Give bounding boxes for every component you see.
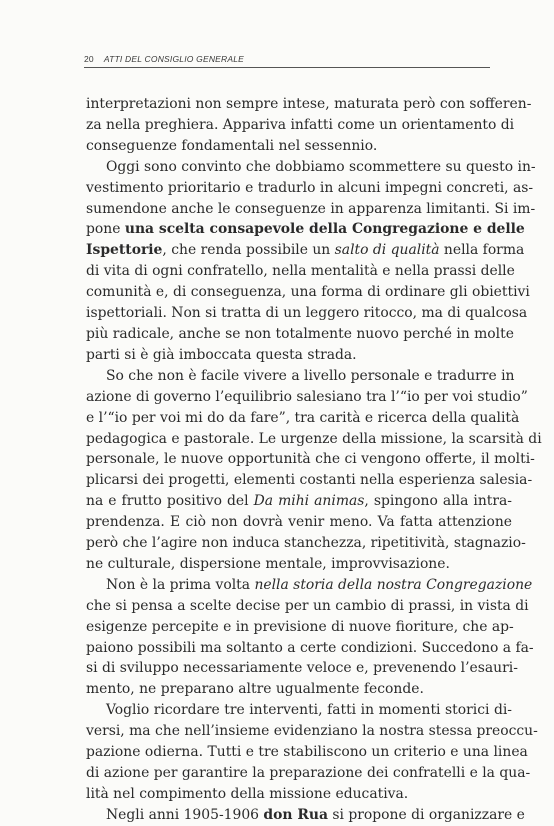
- text-span: Non è la prima volta: [106, 576, 255, 593]
- text-line: di vita di ogni confratello, nella mentalità e nella prassi delle: [86, 263, 515, 280]
- text-line: sumendone anche le conseguenze in apparenza limitanti. Si im-: [86, 200, 536, 217]
- text-line: Voglio ricordare tre interventi, fatti in momenti storici di-: [106, 702, 512, 719]
- italic-text: salto di qualità: [334, 242, 440, 259]
- text-line: Oggi sono convinto che dobbiamo scommettere su questo in-: [106, 158, 536, 175]
- text-line: personale, le nuove opportunità che ci vengono offerte, il molti-: [86, 451, 535, 468]
- text-line: paiono possibili ma soltanto a certe condizioni. Succedono a fa-: [86, 639, 534, 656]
- body-text: [86, 94, 542, 826]
- text-line: azione di governo l’equilibrio salesiano tra l’“io per voi studio”: [86, 388, 528, 405]
- bold-text: Ispettorie: [86, 242, 163, 259]
- running-header: [84, 54, 490, 68]
- text-line: parti si è già imboccata questa strada.: [86, 346, 357, 363]
- text-span: Negli anni 1905-1906: [106, 806, 264, 823]
- text-line: comunità e, di conseguenza, una forma di ordinare gli obiettivi: [86, 284, 530, 301]
- text-line: pedagogica e pastorale. Le urgenze della missione, la scarsità di: [86, 430, 542, 447]
- text-line: [86, 575, 533, 596]
- text-line: [86, 219, 525, 240]
- bold-text: don Rua: [263, 806, 328, 823]
- text-line: si di sviluppo necessariamente veloce e, prevenendo l’esauri-: [86, 660, 518, 677]
- text-line: conseguenze fondamentali nel sessennio.: [86, 137, 378, 154]
- text-line: più radicale, anche se non totalmente nuovo perché in molte: [86, 325, 514, 342]
- text-line: prendenza. E ciò non dovrà venir meno. Va fatta attenzione: [86, 514, 512, 531]
- text-line: [86, 240, 525, 261]
- running-title: ATTI DEL CONSIGLIO GENERALE: [103, 54, 245, 64]
- page-number: 20: [84, 54, 94, 64]
- text-span: pone: [86, 221, 125, 238]
- text-span: , spingono alla intra-: [364, 493, 512, 510]
- text-line: za nella preghiera. Appariva infatti come un orientamento di: [86, 116, 515, 133]
- text-line: pazione odierna. Tutti e tre stabiliscono un criterio e una linea: [86, 744, 528, 761]
- text-line: ne culturale, dispersione mentale, improvvisazione.: [86, 555, 450, 572]
- text-span: na e frutto positivo del: [86, 493, 254, 510]
- text-line: vestimento prioritario e tradurlo in alcuni impegni concreti, as-: [86, 179, 534, 196]
- text-line: So che non è facile vivere a livello personale e tradurre in: [106, 367, 515, 384]
- text-span: si propone di organizzare e: [327, 806, 525, 823]
- text-line: [86, 491, 512, 512]
- text-line: interpretazioni non sempre intese, maturata però con sofferen-: [86, 96, 532, 112]
- text-line: esigenze percepite e in previsione di nuove fioriture, che ap-: [86, 618, 514, 635]
- italic-text: Da mihi animas: [253, 493, 365, 510]
- text-line: ispettoriali. Non si tratta di un leggero ritocco, ma di qualcosa: [86, 305, 528, 322]
- text-line: però che l’agire non induca stanchezza, ripetitività, stagnazio-: [86, 535, 526, 552]
- text-line: [86, 805, 525, 826]
- text-line: che si pensa a scelte decise per un cambio di prassi, in vista di: [86, 597, 529, 614]
- text-line: e l’“io per voi mi do da fare”, tra carità e ricerca della qualità: [86, 409, 520, 426]
- text-line: mento, ne preparano altre ugualmente feconde.: [86, 681, 424, 698]
- text-span: , che renda possibile un: [162, 242, 335, 259]
- text-line: versi, ma che nell’insieme evidenziano la nostra stessa preoccu-: [86, 723, 538, 740]
- text-line: plicarsi dei progetti, elementi costanti nella esperienza salesia-: [86, 472, 533, 489]
- text-line: lità nel compimento della missione educativa.: [86, 785, 409, 802]
- text-line: di azione per garantire la preparazione dei confratelli e la qua-: [86, 765, 531, 781]
- text-span: nella forma: [439, 242, 525, 259]
- bold-text: una scelta consapevole della Congregazione e delle: [124, 221, 525, 238]
- italic-text: nella storia della nostra Congregazione: [254, 576, 533, 593]
